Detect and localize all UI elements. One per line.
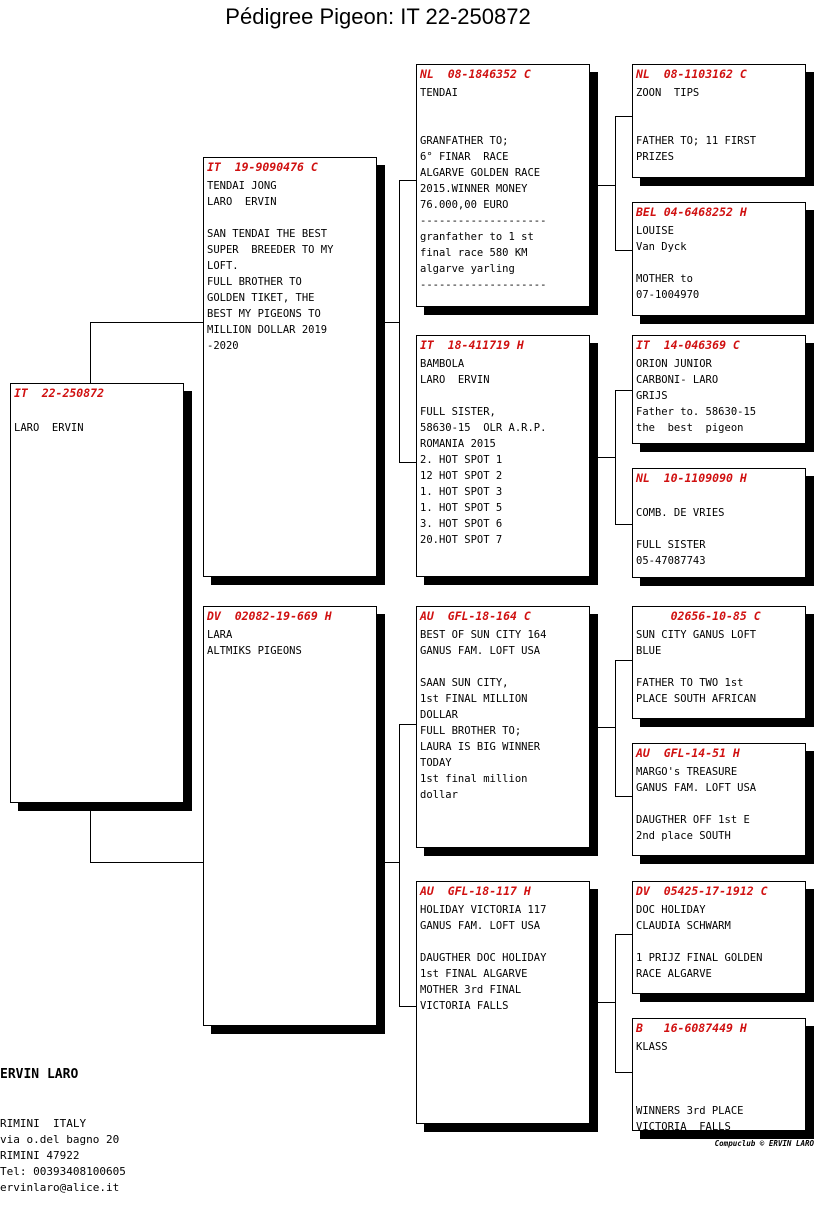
pigeon-details: SUN CITY GANUS LOFT BLUE FATHER TO TWO 1st PLACE SOUTH AFRICAN	[636, 629, 757, 705]
ring-number: IT 14-046369 C	[636, 338, 740, 352]
pigeon-details: ORION JUNIOR CARBONI- LARO GRIJS Father to. 58630-15 the best pigeon	[636, 358, 757, 434]
pigeon-details: LARO ERVIN	[14, 422, 84, 434]
pigeon-details: KLASS WINNERS 3rd PLACE VICTORIA FALLS	[636, 1041, 744, 1131]
owner-details: RIMINI ITALY via o.del bagno 20 RIMINI 47922 Tel: 00393408100605 ervinlaro@alice.it	[0, 1117, 126, 1194]
dam-sire-dam-card	[632, 743, 806, 856]
pigeon-details: MARGO's TREASURE GANUS FAM. LOFT USA DAUGTHER OFF 1st E 2nd place SOUTH	[636, 766, 757, 842]
pigeon-details: HOLIDAY VICTORIA 117 GANUS FAM. LOFT USA DAUGTHER DOC HOLIDAY 1st FINAL ALGARVE MOTHER 3rd FINAL VICTORIA FALLS	[420, 904, 547, 1012]
pigeon-details: BEST OF SUN CITY 164 GANUS FAM. LOFT USA SAAN SUN CITY, 1st FINAL MILLION DOLLAR FULL BROTHER TO; LAURA IS BIG WINNER TODAY 1st final million dollar	[420, 629, 547, 801]
ring-number: NL 10-1109090 H	[636, 471, 747, 485]
sire-sire-card	[416, 64, 590, 307]
page-title: Pédigree Pigeon: IT 22-250872	[225, 4, 531, 29]
dam-dam-dam-card	[632, 1018, 806, 1131]
pigeon-details: COMB. DE VRIES FULL SISTER 05-47087743	[636, 507, 725, 567]
pigeon-details: LARA ALTMIKS PIGEONS	[207, 629, 302, 657]
sire-sire-dam-card	[632, 202, 806, 316]
dam-sire-card	[416, 606, 590, 848]
dam-dam-sire-card	[632, 881, 806, 994]
sire-dam-dam-card	[632, 468, 806, 578]
dam-card	[203, 606, 377, 1026]
ring-number: 02656-10-85 C	[636, 609, 761, 623]
dam-dam-card	[416, 881, 590, 1124]
ring-number: DV 05425-17-1912 C	[636, 884, 768, 898]
pigeon-details: ZOON TIPS FATHER TO; 11 FIRST PRIZES	[636, 87, 757, 163]
pigeon-details: TENDAI JONG LARO ERVIN SAN TENDAI THE BEST SUPER BREEDER TO MY LOFT. FULL BROTHER TO GOLDEN TIKET, THE BEST MY PIGEONS TO MILLION DOLLAR 2019 -2020	[207, 180, 334, 352]
ring-number: IT 19-9090476 C	[207, 160, 318, 174]
ring-number: BEL 04-6468252 H	[636, 205, 747, 219]
ring-number: NL 08-1103162 C	[636, 67, 747, 81]
ring-number: IT 18-411719 H	[420, 338, 524, 352]
ring-number: AU GFL-18-164 C	[420, 609, 531, 623]
sire-dam-sire-card	[632, 335, 806, 444]
owner-info	[0, 1034, 126, 1212]
pigeon-details: TENDAI GRANFATHER TO; 6° FINAR RACE ALGARVE GOLDEN RACE 2015.WINNER MONEY 76.000,00 EURO -------------------- granfather to 1 st final race 580 KM algarve yarling --------------------	[420, 87, 547, 291]
owner-name: ERVIN LARO	[0, 1067, 79, 1082]
ring-number: AU GFL-14-51 H	[636, 746, 740, 760]
ring-number: NL 08-1846352 C	[420, 67, 531, 81]
pigeon-details: BAMBOLA LARO ERVIN FULL SISTER, 58630-15 OLR A.R.P. ROMANIA 2015 2. HOT SPOT 1 12 HOT SPOT 2 1. HOT SPOT 3 1. HOT SPOT 5 3. HOT SPOT 6 20.HOT SPOT 7	[420, 358, 547, 546]
ring-number: AU GFL-18-117 H	[420, 884, 531, 898]
sire-dam-card	[416, 335, 590, 577]
ring-number: DV 02082-19-669 H	[207, 609, 332, 623]
sire-card	[203, 157, 377, 577]
pigeon-details: DOC HOLIDAY CLAUDIA SCHWARM 1 PRIJZ FINAL GOLDEN RACE ALGARVE	[636, 904, 763, 980]
footer-credit: Compuclub © ERVIN LARO	[714, 1139, 814, 1148]
pigeon-details: LOUISE Van Dyck MOTHER to 07-1004970	[636, 225, 700, 301]
ring-number: B 16-6087449 H	[636, 1021, 747, 1035]
subject-pigeon-card	[10, 383, 184, 803]
ring-number: IT 22-250872	[14, 386, 105, 400]
dam-sire-sire-card	[632, 606, 806, 719]
sire-sire-sire-card	[632, 64, 806, 178]
